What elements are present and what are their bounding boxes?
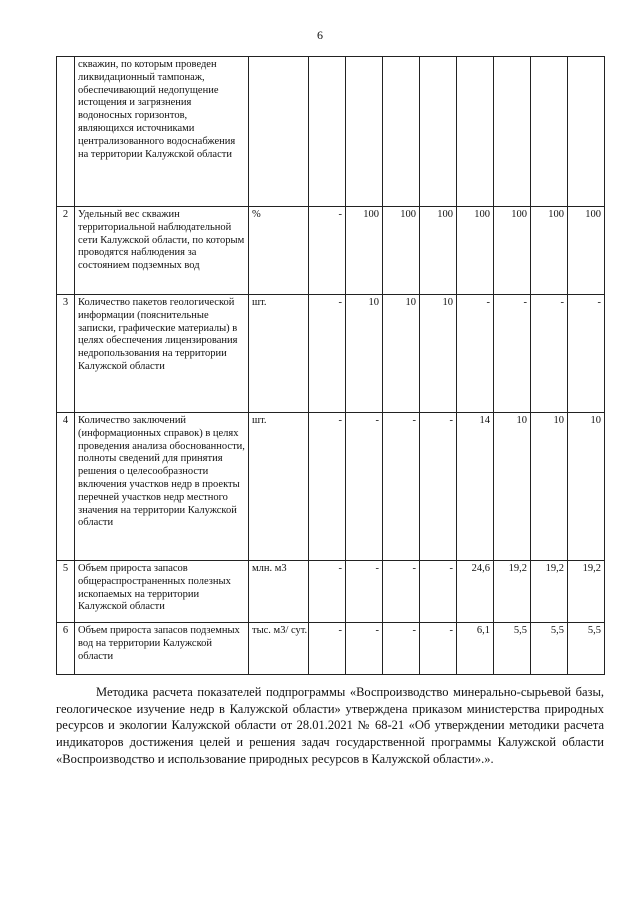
value-cell bbox=[494, 57, 531, 207]
value-cell: - bbox=[420, 561, 457, 623]
value-cell: 19,2 bbox=[531, 561, 568, 623]
row-number: 3 bbox=[57, 295, 75, 413]
indicator-name: Количество заключений (информационных справок) в целях проведения анализа обоснованности, полноты сведений для принятия решения о целесообразности включения участков недр в проекты перечней участков недр местного значения на территории Калужской области bbox=[75, 413, 249, 561]
value-cell: 100 bbox=[420, 207, 457, 295]
value-cell: 100 bbox=[568, 207, 605, 295]
value-cell bbox=[346, 57, 383, 207]
value-cell: 100 bbox=[531, 207, 568, 295]
indicator-name: Количество пакетов геологической информации (пояснительные записки, графические материалы) в целях обеспечения лицензирования недропользования на территории Калужской области bbox=[75, 295, 249, 413]
value-cell bbox=[568, 57, 605, 207]
value-cell: 6,1 bbox=[457, 623, 494, 675]
row-number: 6 bbox=[57, 623, 75, 675]
table-row bbox=[57, 561, 605, 623]
value-cell: 100 bbox=[457, 207, 494, 295]
unit-cell: млн. м3 bbox=[249, 561, 309, 623]
value-cell: - bbox=[420, 413, 457, 561]
value-cell bbox=[457, 57, 494, 207]
value-cell: 100 bbox=[383, 207, 420, 295]
value-cell: 10 bbox=[568, 413, 605, 561]
value-cell: - bbox=[346, 561, 383, 623]
value-cell: 10 bbox=[531, 413, 568, 561]
value-cell bbox=[531, 57, 568, 207]
table-row bbox=[57, 207, 605, 295]
value-cell: - bbox=[457, 295, 494, 413]
indicator-name: Объем прироста запасов подземных вод на территории Калужской области bbox=[75, 623, 249, 675]
table-row bbox=[57, 295, 605, 413]
value-cell: - bbox=[383, 561, 420, 623]
indicator-name: Объем прироста запасов общераспространенных полезных ископаемых на территории Калужской области bbox=[75, 561, 249, 623]
indicator-name: Удельный вес скважин территориальной наблюдательной сети Калужской области, по которым проводятся наблюдения за состоянием подземных вод bbox=[75, 207, 249, 295]
value-cell: 5,5 bbox=[531, 623, 568, 675]
value-cell: 14 bbox=[457, 413, 494, 561]
unit-cell: % bbox=[249, 207, 309, 295]
value-cell: 19,2 bbox=[494, 561, 531, 623]
page-number: 6 bbox=[317, 28, 323, 42]
value-cell: 19,2 bbox=[568, 561, 605, 623]
value-cell: 100 bbox=[346, 207, 383, 295]
table-row bbox=[57, 623, 605, 675]
value-cell: - bbox=[383, 623, 420, 675]
value-cell: - bbox=[309, 623, 346, 675]
value-cell: 5,5 bbox=[568, 623, 605, 675]
table-body bbox=[57, 57, 605, 675]
value-cell bbox=[383, 57, 420, 207]
table-row bbox=[57, 413, 605, 561]
value-cell bbox=[309, 57, 346, 207]
table-row bbox=[57, 57, 605, 207]
value-cell: - bbox=[309, 295, 346, 413]
value-cell: - bbox=[346, 413, 383, 561]
value-cell: - bbox=[568, 295, 605, 413]
value-cell: - bbox=[309, 207, 346, 295]
unit-cell bbox=[249, 57, 309, 207]
row-number: 2 bbox=[57, 207, 75, 295]
row-number bbox=[57, 57, 75, 207]
unit-cell: шт. bbox=[249, 295, 309, 413]
value-cell: 10 bbox=[420, 295, 457, 413]
indicators-table bbox=[56, 56, 605, 675]
row-number: 5 bbox=[57, 561, 75, 623]
value-cell: 10 bbox=[494, 413, 531, 561]
value-cell: - bbox=[346, 623, 383, 675]
methodology-paragraph: Методика расчета показателей подпрограммы «Воспроизводство минерально-сырьевой базы, геологическое изучение недр в Калужской области» утверждена приказом министерства природных ресурсов и экологии Калужской области от 28.01.2021 № 68-21 «Об утверждении методики расчета индикаторов достижения целей и решения задач государственной программы Калужской области «Воспроизводство и использование природных ресурсов в Калужской области».». bbox=[56, 685, 604, 766]
value-cell: 24,6 bbox=[457, 561, 494, 623]
indicator-name: скважин, по которым проведен ликвидационный тампонаж, обеспечивающий недопущение истощения и загрязнения водоносных горизонтов, являющихся источниками централизованного водоснабжения на территории Калужской области bbox=[75, 57, 249, 207]
value-cell: 5,5 bbox=[494, 623, 531, 675]
value-cell: - bbox=[309, 561, 346, 623]
value-cell: - bbox=[383, 413, 420, 561]
value-cell: - bbox=[494, 295, 531, 413]
row-number: 4 bbox=[57, 413, 75, 561]
value-cell: - bbox=[531, 295, 568, 413]
value-cell: 10 bbox=[346, 295, 383, 413]
value-cell: 100 bbox=[494, 207, 531, 295]
unit-cell: тыс. м3/ сут. bbox=[249, 623, 309, 675]
value-cell: - bbox=[309, 413, 346, 561]
unit-cell: шт. bbox=[249, 413, 309, 561]
value-cell: - bbox=[420, 623, 457, 675]
value-cell: 10 bbox=[383, 295, 420, 413]
value-cell bbox=[420, 57, 457, 207]
